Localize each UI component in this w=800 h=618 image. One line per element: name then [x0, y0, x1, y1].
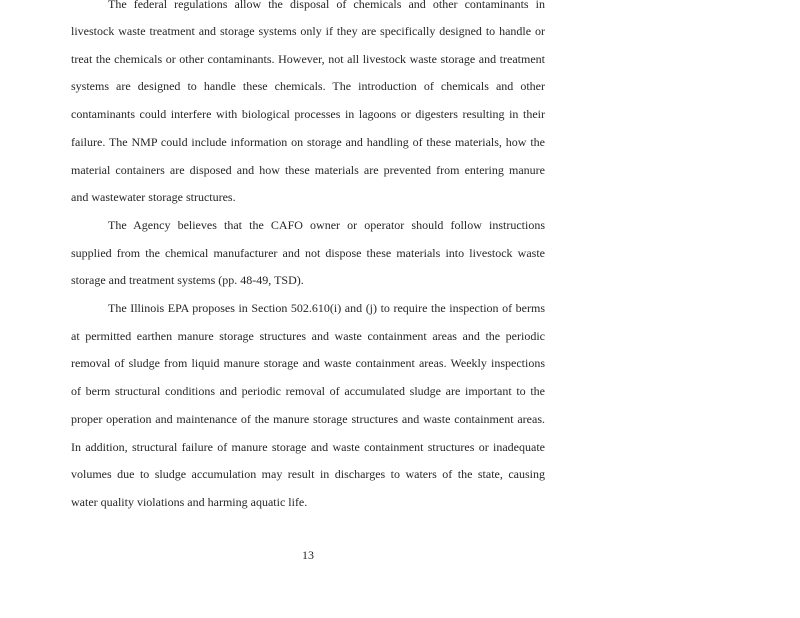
paragraph-1-line-3: treat the chemicals or other contaminants. However, not all livestock waste storage and treatment: [71, 52, 545, 66]
paragraph-3-line-7: volumes due to sludge accumulation may result in discharges to waters of the state, causing: [71, 467, 545, 481]
paragraph-1-line-2: livestock waste treatment and storage systems only if they are specifically designed to handle or: [71, 24, 545, 38]
paragraph-1-line-5: contaminants could interfere with biological processes in lagoons or digesters resulting in their: [71, 107, 545, 121]
paragraph-3-line-8: water quality violations and harming aquatic life.: [71, 495, 308, 509]
paragraph-3-line-6: In addition, structural failure of manure storage and waste containment structures or inadequate: [71, 440, 545, 454]
paragraph-1-line-8: and wastewater storage structures.: [71, 190, 236, 204]
paragraph-3-line-2: at permitted earthen manure storage structures and waste containment areas and the periodic: [71, 329, 545, 343]
page-number: 13: [302, 548, 314, 562]
paragraph-1-line-6: failure. The NMP could include information on storage and handling of these materials, how the: [71, 135, 545, 149]
paragraph-2-line-1: The Agency believes that the CAFO owner or operator should follow instructions: [108, 218, 545, 232]
paragraph-3-line-3: removal of sludge from liquid manure storage and waste containment areas. Weekly inspections: [71, 356, 545, 370]
paragraph-1-line-7: material containers are disposed and how these materials are prevented from entering manure: [71, 163, 545, 177]
paragraph-2-line-2: supplied from the chemical manufacturer and not dispose these materials into livestock waste: [71, 246, 545, 260]
paragraph-3-line-5: proper operation and maintenance of the manure storage structures and waste containment areas.: [71, 412, 545, 426]
paragraph-3-line-1: The Illinois EPA proposes in Section 502.610(i) and (j) to require the inspection of berms: [108, 301, 545, 315]
paragraph-1-line-1: The federal regulations allow the disposal of chemicals and other contaminants in: [108, 0, 545, 11]
paragraph-3-line-4: of berm structural conditions and periodic removal of accumulated sludge are important to the: [71, 384, 545, 398]
paragraph-2-line-3: storage and treatment systems (pp. 48-49, TSD).: [71, 273, 304, 287]
paragraph-1-line-4: systems are designed to handle these chemicals. The introduction of chemicals and other: [71, 79, 545, 93]
